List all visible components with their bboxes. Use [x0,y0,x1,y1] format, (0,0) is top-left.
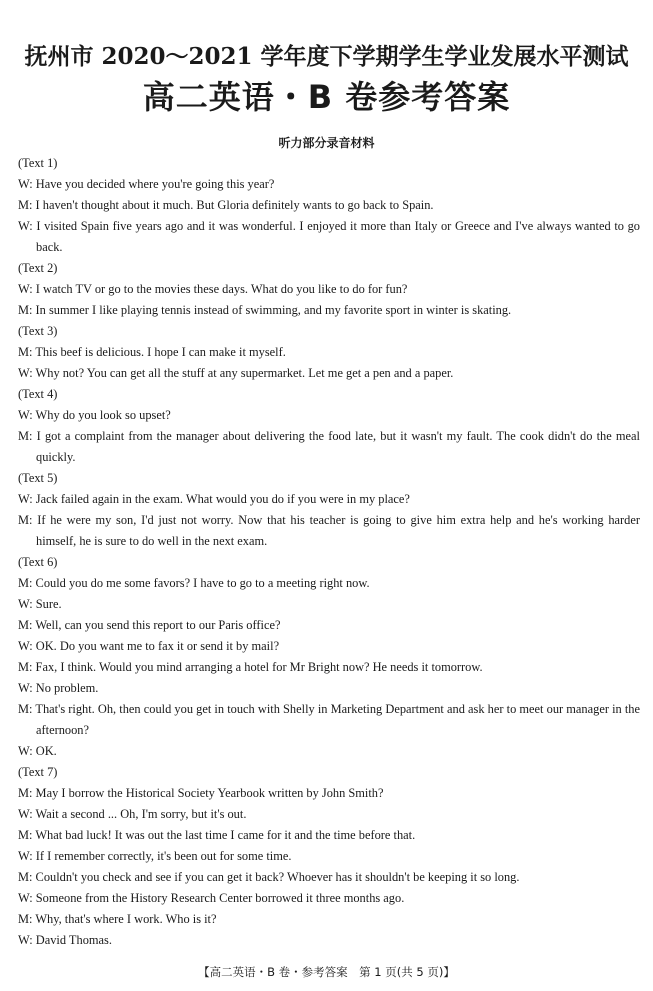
dialogue-line: W: I visited Spain five years ago and it was wonderful. I enjoyed it more than Italy or Greece and I've always wanted to go back. [18,219,640,254]
transcript-body [18,153,640,951]
dialogue-line: W: Someone from the History Research Center borrowed it three months ago. [18,891,405,905]
section-heading: 听力部分录音材料 [278,136,375,150]
text-label: (Text 2) [18,261,58,275]
dialogue-line: M: What bad luck! It was out the last time I came for it and the time before that. [18,828,416,842]
text-label: (Text 4) [18,387,58,401]
dialogue-line: M: I got a complaint from the manager about delivering the food late, but it wasn't my fault. The cook didn't do the meal quickly. [18,429,640,464]
page-footer: 【高二英语・B 卷・参考答案 第 1 页(共 5 页)】 [198,965,455,979]
document-subtitle: 高二英语・B 卷参考答案 [142,78,511,116]
dialogue-line: M: Couldn't you check and see if you can get it back? Whoever has it shouldn't be keeping it so long. [18,870,520,884]
dialogue-line: W: Wait a second ... Oh, I'm sorry, but it's out. [18,807,247,821]
dialogue-line: M: If he were my son, I'd just not worry. Now that his teacher is going to give him extra help and he's working harder himself, he is sure to do well in the next exam. [18,513,640,548]
dialogue-line: W: OK. [18,744,57,758]
dialogue-line: W: OK. Do you want me to fax it or send it by mail? [18,639,280,653]
dialogue-line: M: That's right. Oh, then could you get in touch with Shelly in Marketing Department and ask her to meet our manager in the afternoon? [18,702,640,737]
dialogue-line: M: May I borrow the Historical Society Yearbook written by John Smith? [18,786,384,800]
dialogue-line: W: Jack failed again in the exam. What would you do if you were in my place? [18,492,410,506]
dialogue-line: M: In summer I like playing tennis instead of swimming, and my favorite sport in winter is skating. [18,303,512,317]
dialogue-line: W: Sure. [18,597,62,611]
dialogue-line: M: Fax, I think. Would you mind arranging a hotel for Mr Bright now? He needs it tomorrow. [18,660,483,674]
dialogue-line: W: No problem. [18,681,99,695]
text-label: (Text 5) [18,471,58,485]
dialogue-line: W: Why do you look so upset? [18,408,171,422]
document-title: 抚州市 2020～2021 学年度下学期学生学业发展水平测试 [24,43,629,70]
text-label: (Text 3) [18,324,58,338]
dialogue-line: M: This beef is delicious. I hope I can make it myself. [18,345,286,359]
text-label: (Text 6) [18,555,58,569]
dialogue-line: M: Could you do me some favors? I have to go to a meeting right now. [18,576,370,590]
dialogue-line: W: If I remember correctly, it's been out for some time. [18,849,292,863]
text-label: (Text 7) [18,765,58,779]
dialogue-line: W: David Thomas. [18,933,112,947]
dialogue-line: M: Well, can you send this report to our Paris office? [18,618,281,632]
text-label: (Text 1) [18,156,58,170]
dialogue-line: M: I haven't thought about it much. But Gloria definitely wants to go back to Spain. [18,198,434,212]
dialogue-line: W: Have you decided where you're going this year? [18,177,275,191]
dialogue-line: W: Why not? You can get all the stuff at any supermarket. Let me get a pen and a paper. [18,366,454,380]
dialogue-line: W: I watch TV or go to the movies these days. What do you like to do for fun? [18,282,408,296]
dialogue-line: M: Why, that's where I work. Who is it? [18,912,217,926]
